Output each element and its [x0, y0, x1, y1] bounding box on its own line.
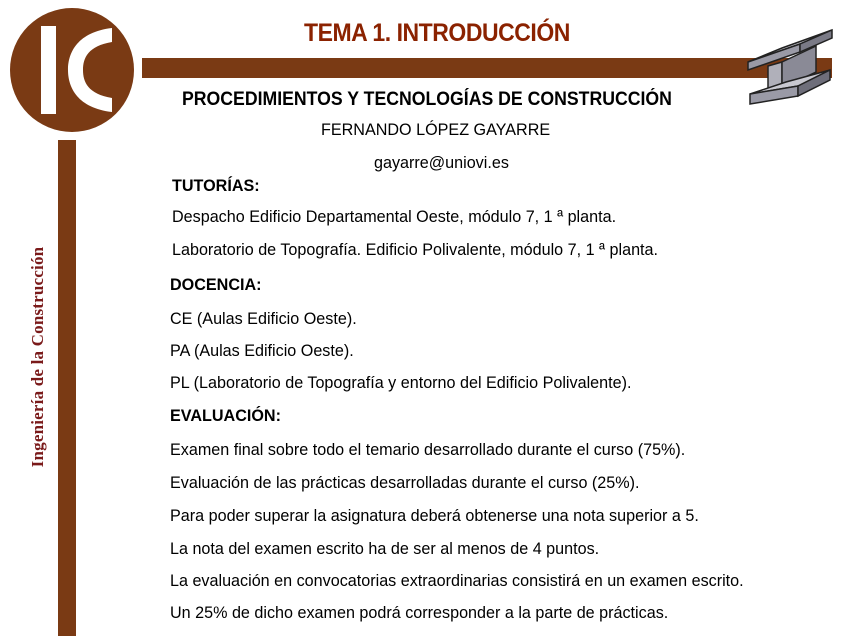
sidebar-bar	[58, 140, 76, 636]
header-bar	[142, 58, 832, 78]
tutorias-line: Despacho Edificio Departamental Oeste, módulo 7, 1 ª planta.	[172, 207, 617, 226]
evaluacion-line: Para poder superar la asignatura deberá obtenerse una nota superior a 5.	[170, 506, 699, 525]
tutorias-line: Laboratorio de Topografía. Edificio Polivalente, módulo 7, 1 ª planta.	[172, 240, 659, 259]
course-title: PROCEDIMIENTOS Y TECNOLOGÍAS DE CONSTRUCCIÓN	[182, 89, 672, 110]
evaluacion-line: La nota del examen escrito ha de ser al menos de 4 puntos.	[170, 539, 600, 558]
author-name: FERNANDO LÓPEZ GAYARRE	[321, 120, 551, 139]
tutorias-heading: TUTORÍAS:	[172, 176, 260, 195]
evaluacion-line: Evaluación de las prácticas desarrolladas durante el curso (25%).	[170, 473, 640, 492]
evaluacion-line: Examen final sobre todo el temario desarrollado durante el curso (75%).	[170, 440, 686, 459]
docencia-line: PA (Aulas Edificio Oeste).	[170, 341, 354, 360]
docencia-line: PL (Laboratorio de Topografía y entorno del Edificio Polivalente).	[170, 373, 632, 392]
evaluacion-line: Un 25% de dicho examen podrá corresponder a la parte de prácticas.	[170, 603, 669, 622]
author-email: gayarre@uniovi.es	[374, 153, 509, 172]
docencia-heading: DOCENCIA:	[170, 275, 262, 294]
docencia-line: CE (Aulas Edificio Oeste).	[170, 309, 357, 328]
evaluacion-heading: EVALUACIÓN:	[170, 406, 281, 425]
sidebar-label: Ingeniería de la Construcción	[28, 246, 47, 468]
evaluacion-line: La evaluación en convocatorias extraordinarias consistirá en un examen escrito.	[170, 571, 744, 590]
ic-logo-icon	[8, 6, 136, 134]
steel-beam-icon	[742, 26, 834, 110]
page-title: TEMA 1. INTRODUCCIÓN	[304, 19, 570, 47]
